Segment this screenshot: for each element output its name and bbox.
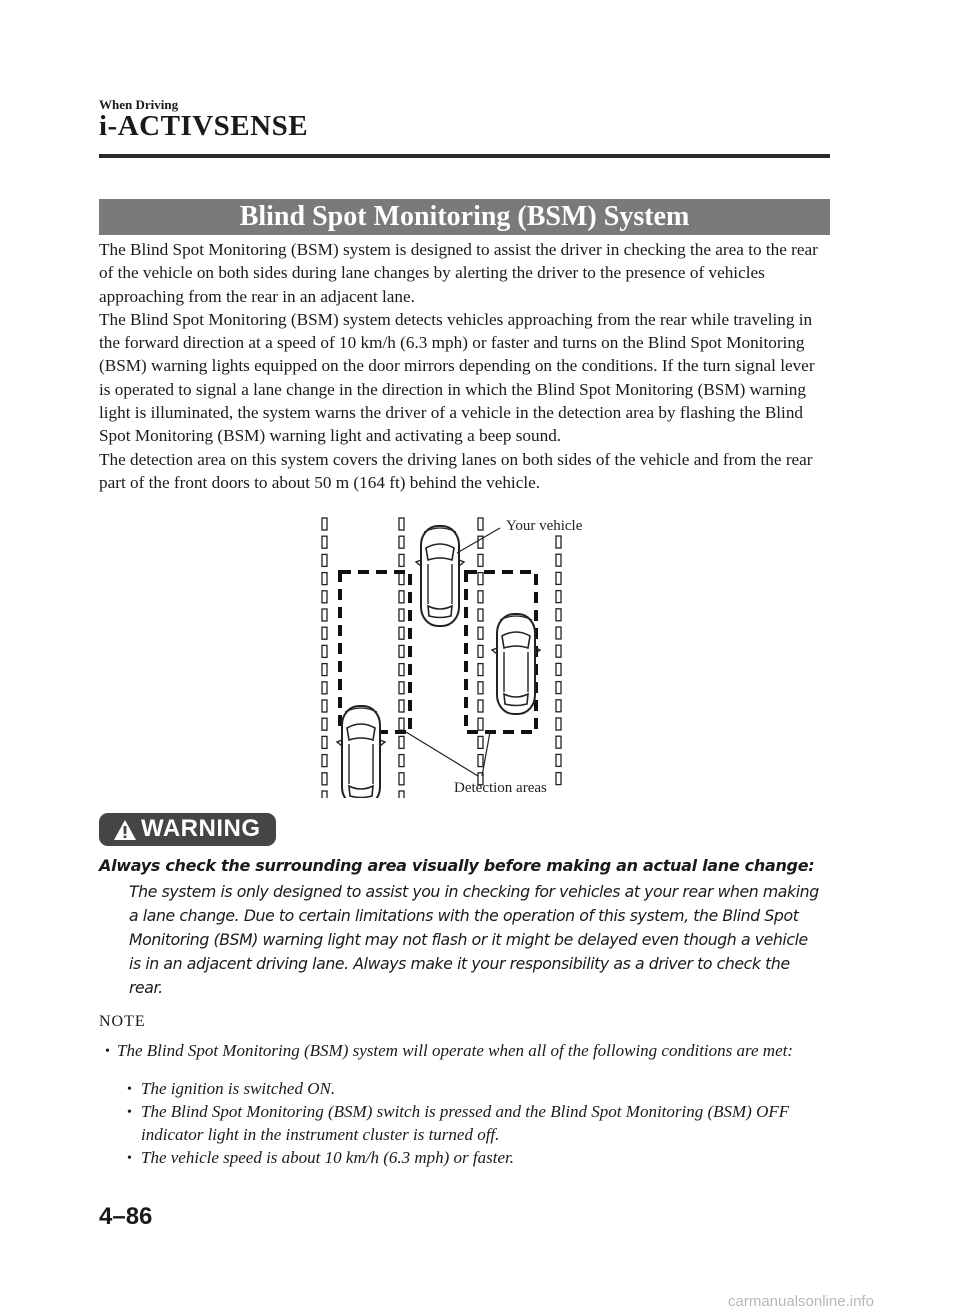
lane-mark bbox=[556, 736, 561, 748]
lane-mark bbox=[478, 554, 483, 566]
header-rule bbox=[99, 154, 830, 158]
diagram-illustration bbox=[300, 508, 620, 798]
lane-mark bbox=[478, 664, 483, 676]
your-vehicle bbox=[416, 526, 464, 626]
lane-mark bbox=[478, 736, 483, 748]
lane-mark bbox=[478, 682, 483, 694]
lane-mark bbox=[322, 791, 327, 798]
lane-mark bbox=[478, 645, 483, 657]
lane-mark bbox=[478, 627, 483, 639]
lane-mark bbox=[399, 591, 404, 603]
lane-mark bbox=[322, 682, 327, 694]
bullet-icon: • bbox=[105, 1044, 110, 1059]
lane-mark bbox=[556, 754, 561, 766]
lane-mark bbox=[322, 609, 327, 621]
lane-mark bbox=[556, 773, 561, 785]
lane-mark bbox=[399, 518, 404, 530]
lane-mark bbox=[322, 718, 327, 730]
note-title: NOTE bbox=[99, 1013, 146, 1030]
lane-mark bbox=[556, 645, 561, 657]
lane-mark bbox=[322, 664, 327, 676]
warning-heading: Always check the surrounding area visually before making an actual lane change: bbox=[99, 856, 815, 875]
lane-mark bbox=[478, 591, 483, 603]
lane-mark bbox=[399, 700, 404, 712]
lane-mark bbox=[478, 718, 483, 730]
warning-triangle-icon bbox=[113, 819, 137, 841]
lane-mark bbox=[399, 554, 404, 566]
bullet-icon: • bbox=[127, 1105, 132, 1120]
lane-mark bbox=[322, 700, 327, 712]
warning-badge bbox=[99, 813, 276, 846]
lane-mark bbox=[322, 755, 327, 767]
chapter-title: i-ACTIVSENSE bbox=[99, 110, 309, 142]
lane-mark bbox=[399, 791, 404, 798]
section-label: When Driving bbox=[99, 97, 179, 112]
note-item-1: • The Blind Spot Monitoring (BSM) system will operate when all of the following conditions are met: bbox=[101, 1039, 821, 1062]
paragraph-3: The detection area on this system covers the driving lanes on both sides of the vehicle and from the rear part of the front doors to about 50 m (164 ft) behind the vehicle. bbox=[99, 449, 813, 492]
lane-mark bbox=[322, 554, 327, 566]
lane-mark bbox=[556, 591, 561, 603]
lane-mark bbox=[556, 609, 561, 621]
label-your-vehicle: Your vehicle bbox=[506, 518, 583, 534]
note-subitem: • The vehicle speed is about 10 km/h (6.3 mph) or faster. bbox=[101, 1146, 821, 1169]
lane-mark bbox=[399, 573, 404, 585]
lane-mark bbox=[322, 773, 327, 785]
lane-mark bbox=[399, 609, 404, 621]
label-detection-areas: Detection areas bbox=[454, 780, 547, 796]
note-subitem: • The ignition is switched ON. bbox=[101, 1077, 821, 1100]
note-subitem: • The Blind Spot Monitoring (BSM) switch is pressed and the Blind Spot Monitoring (BSM) OFF indicator light in the instrument cluster is turned off. bbox=[127, 1102, 790, 1144]
warning-text: The system is only designed to assist you in checking for vehicles at your rear when making a lane change. Due to certain limitations with the operation of this system, the Blind Spot Monitoring (BSM) warning light may not flash or it might be delayed even though a vehicle is in an adjacent driving lane. Always make it your responsibility as a driver to check the rear. bbox=[129, 882, 819, 997]
lane-mark bbox=[556, 627, 561, 639]
paragraph-1: The Blind Spot Monitoring (BSM) system is designed to assist the driver in checking the area to the rear of the vehicle on both sides during lane changes by alerting the driver to the presence of vehicles approaching from the rear in an adjacent lane. bbox=[99, 240, 818, 306]
lane-mark bbox=[478, 755, 483, 767]
bullet-icon: • bbox=[127, 1151, 132, 1166]
lane-mark bbox=[399, 536, 404, 548]
body-text bbox=[99, 238, 830, 494]
lane-mark bbox=[399, 682, 404, 694]
lane-mark bbox=[399, 718, 404, 730]
lane-mark bbox=[556, 663, 561, 675]
lane-mark bbox=[556, 536, 561, 548]
lane-mark bbox=[478, 700, 483, 712]
lane-mark bbox=[399, 664, 404, 676]
lane-mark bbox=[399, 627, 404, 639]
lane-mark bbox=[322, 573, 327, 585]
lane-mark bbox=[322, 736, 327, 748]
lane-mark bbox=[556, 682, 561, 694]
bullet-icon: • bbox=[127, 1082, 132, 1097]
lane-mark bbox=[322, 645, 327, 657]
lane-mark bbox=[399, 755, 404, 767]
rear-vehicle-right bbox=[492, 614, 540, 714]
lane-mark bbox=[322, 591, 327, 603]
paragraph-2: The Blind Spot Monitoring (BSM) system detects vehicles approaching from the rear while traveling in the forward direction at a speed of 10 km/h (6.3 mph) or faster and turns on the Blind Spot Monitoring (BSM) warning lights equipped on the door mirrors depending on the conditions. If the turn signal lever is operated to signal a lane change in the direction in which the Blind Spot Monitoring (BSM) warning light is illuminated, the system warns the driver of a vehicle in the detection area by flashing the Blind Spot Monitoring (BSM) warning light and activating a beep sound. bbox=[99, 309, 815, 446]
lane-mark bbox=[478, 609, 483, 621]
lane-mark bbox=[556, 700, 561, 712]
lane-mark bbox=[399, 773, 404, 785]
note-list bbox=[101, 1039, 821, 1169]
page-number: 4–86 bbox=[99, 1203, 153, 1230]
lane-mark bbox=[399, 645, 404, 657]
lane-mark bbox=[478, 573, 483, 585]
bsm-detection-diagram bbox=[300, 508, 620, 798]
rear-vehicle-left bbox=[337, 706, 385, 798]
watermark: carmanualsonline.info bbox=[728, 1293, 874, 1310]
lane-mark bbox=[556, 718, 561, 730]
warning-label: WARNING bbox=[141, 815, 261, 842]
lane-mark bbox=[556, 554, 561, 566]
lane-mark bbox=[322, 518, 327, 530]
lane-mark bbox=[556, 572, 561, 584]
lane-mark bbox=[478, 518, 483, 530]
lane-mark bbox=[399, 736, 404, 748]
lane-mark bbox=[322, 627, 327, 639]
lane-mark bbox=[322, 536, 327, 548]
page-title: Blind Spot Monitoring (BSM) System bbox=[99, 199, 830, 235]
